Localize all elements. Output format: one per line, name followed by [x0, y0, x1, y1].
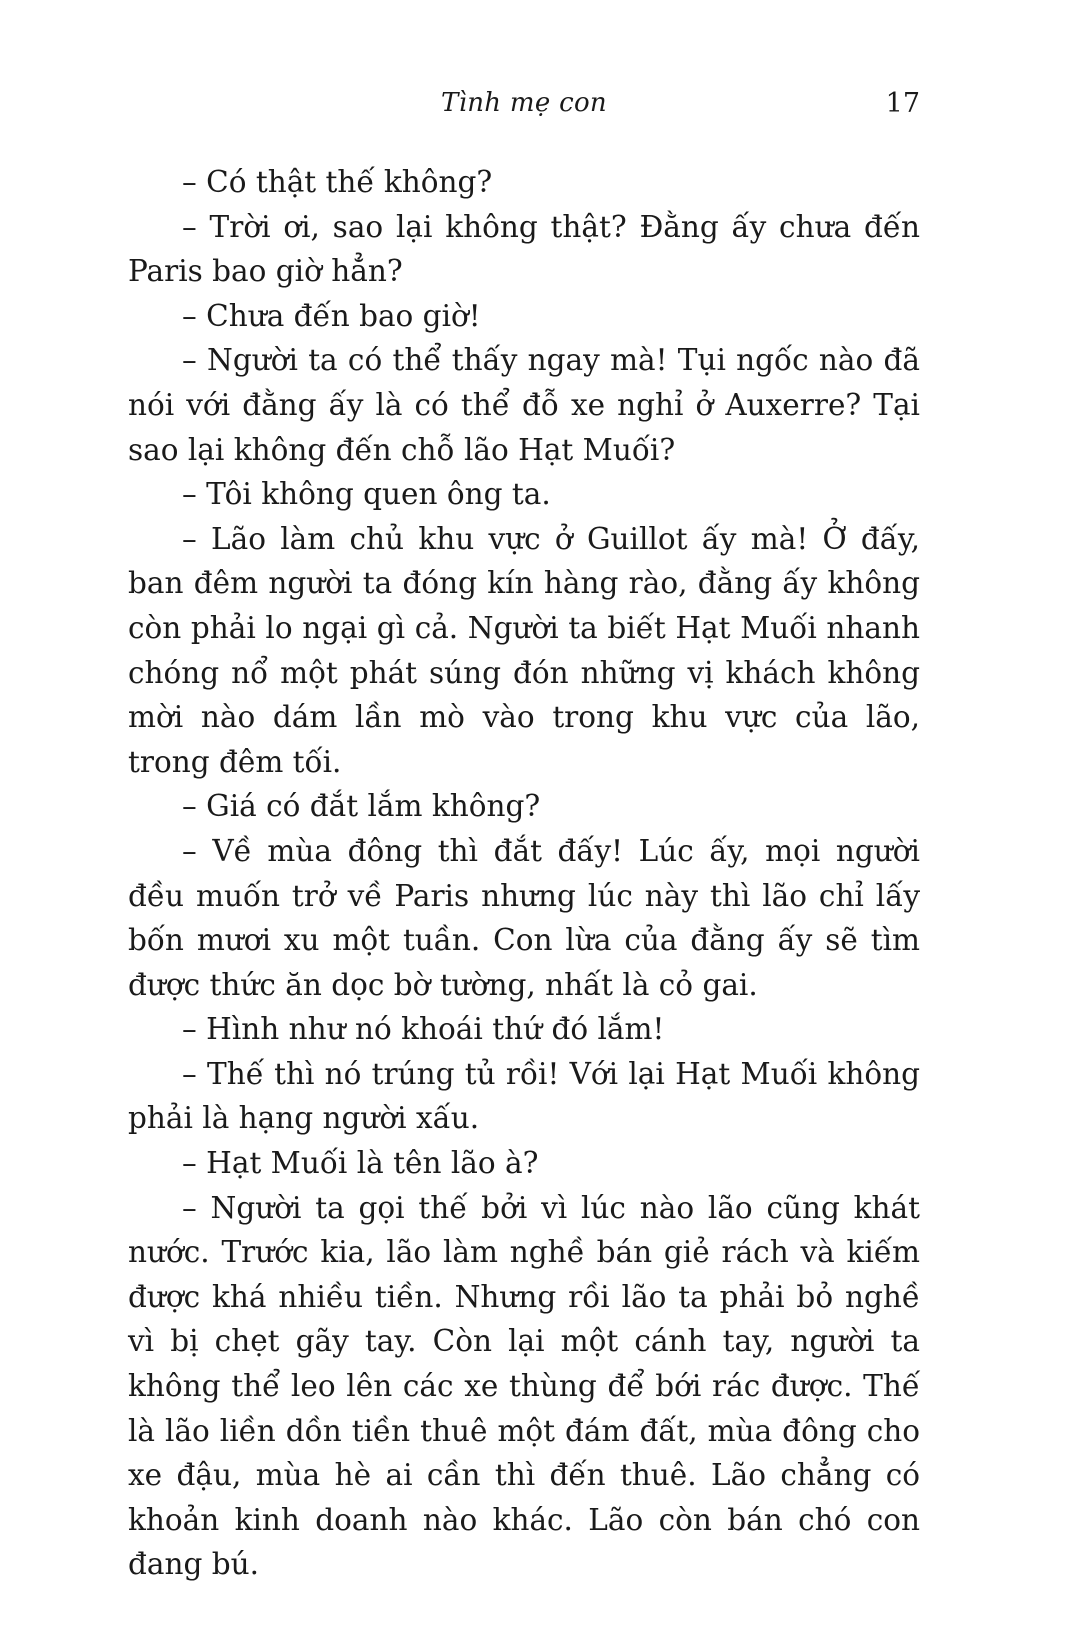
paragraph: – Về mùa đông thì đắt đấy! Lúc ấy, mọi người đều muốn trở về Paris nhưng lúc này thì lão chỉ lấy bốn mươi xu một tuần. Con lừa của đằng ấy sẽ tìm được thức ăn dọc bờ tường, nhất là cỏ gai. — [128, 833, 920, 1002]
page-header — [128, 88, 920, 128]
paragraph: – Giá có đắt lắm không? — [182, 789, 541, 824]
body-text — [128, 160, 920, 1587]
paragraph: – Chưa đến bao giờ! — [182, 298, 481, 333]
paragraph: – Trời ơi, sao lại không thật? Đằng ấy chưa đến Paris bao giờ hẳn? — [128, 209, 920, 289]
paragraph: – Người ta có thể thấy ngay mà! Tụi ngốc nào đã nói với đằng ấy là có thể đỗ xe nghỉ ở Auxerre? Tại sao lại không đến chỗ lão Hạt Muối? — [128, 343, 920, 467]
paragraph: – Tôi không quen ông ta. — [182, 477, 551, 512]
paragraph: – Người ta gọi thế bởi vì lúc nào lão cũng khát nước. Trước kia, lão làm nghề bán giẻ rách và kiếm được khá nhiều tiền. Nhưng rồi lão ta phải bỏ nghề vì bị chẹt gãy tay. Còn lại một cánh tay, người ta không thể leo lên các xe thùng để bới rác được. Thế là lão liền dồn tiền thuê một đám đất, mùa đông cho xe đậu, mùa hè ai cần thì đến thuê. Lão chẳng có khoản kinh doanh nào khác. Lão còn bán chó con đang bú. — [128, 1190, 920, 1582]
paragraph: – Có thật thế không? — [182, 165, 493, 199]
paragraph: – Hình như nó khoái thứ đó lắm! — [182, 1012, 665, 1047]
paragraph: – Thế thì nó trúng tủ rồi! Với lại Hạt Muối không phải là hạng người xấu. — [128, 1056, 920, 1136]
paragraph: – Lão làm chủ khu vực ở Guillot ấy mà! Ở đấy, ban đêm người ta đóng kín hàng rào, đằng ấy không còn phải lo ngại gì cả. Người ta biết Hạt Muối nhanh chóng nổ một phát súng đón những vị khách không mời nào dám lần mò vào trong khu vực của lão, trong đêm tối. — [128, 521, 920, 779]
page-number: 17 — [885, 88, 920, 119]
running-title: Tình mẹ con — [441, 88, 607, 118]
paragraph: – Hạt Muối là tên lão à? — [182, 1146, 539, 1181]
